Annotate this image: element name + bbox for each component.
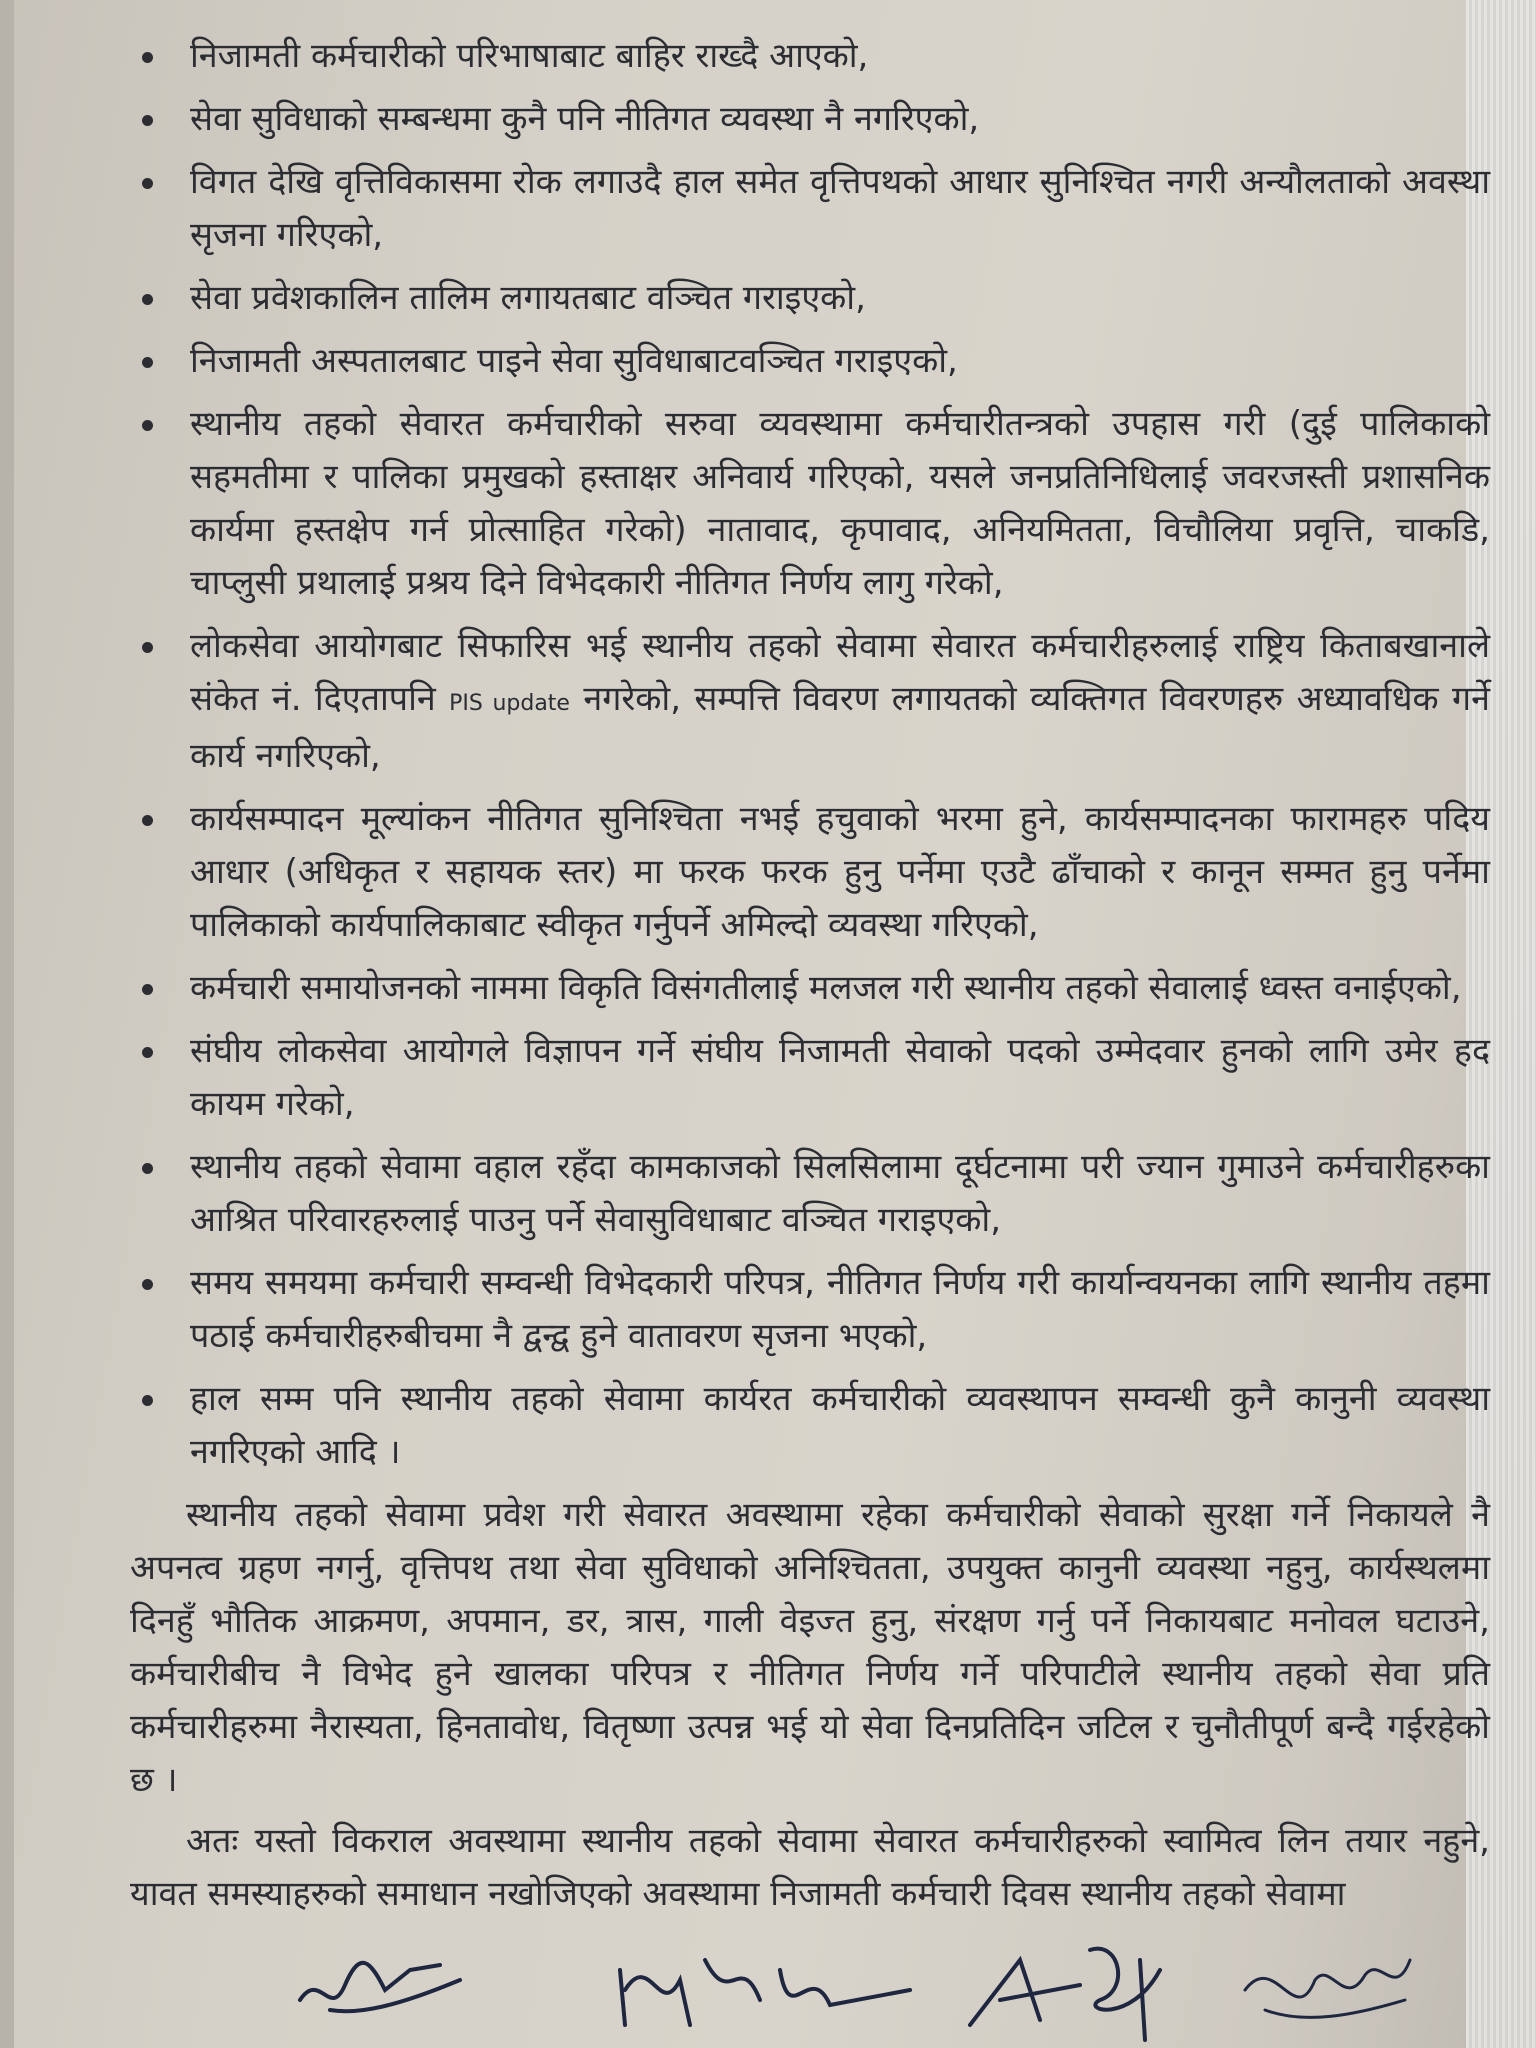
page-left-edge [0, 0, 14, 2048]
list-item: हाल सम्म पनि स्थानीय तहको सेवामा कार्यरत कर्मचारीको व्यवस्थापन सम्वन्धी कुनै कानुनी व्यवस्था नगरिएको आदि । [130, 1373, 1490, 1479]
list-item: स्थानीय तहको सेवामा वहाल रहँदा कामकाजको सिलसिलामा दूर्घटनामा परी ज्यान गुमाउने कर्मचारीहरुका आश्रित परिवारहरुलाई पाउनु पर्ने सेवासुविधाबाट वञ्चित गराइएको, [130, 1141, 1490, 1247]
list-item-text: लोकसेवा आयोगबाट सिफारिस भई स्थानीय तहको सेवामा सेवारत कर्मचारीहरुलाई राष्ट्रिय किताबखानाले संकेत नं. दिएतापनि [190, 626, 1490, 719]
document-body [130, 30, 1490, 1929]
grievance-list [130, 30, 1490, 1479]
signature-1 [290, 1930, 470, 2040]
signature-4 [1235, 1930, 1425, 2040]
pis-update-text: PIS update [449, 691, 570, 716]
list-item: संघीय लोकसेवा आयोगले विज्ञापन गर्ने संघीय निजामती सेवाको पदको उम्मेदवार हुनको लागि उमेर हद कायम गरेको, [130, 1025, 1490, 1131]
list-item: निजामती अस्पतालबाट पाइने सेवा सुविधाबाटवञ्चित गराइएको, [130, 335, 1490, 388]
signature-row [290, 1930, 1430, 2048]
signature-3 [960, 1930, 1200, 2045]
list-item: निजामती कर्मचारीको परिभाषाबाट बाहिर राख्दै आएको, [130, 30, 1490, 83]
list-item: सेवा प्रवेशकालिन तालिम लगायतबाट वञ्चित गराइएको, [130, 272, 1490, 325]
body-paragraph: स्थानीय तहको सेवामा प्रवेश गरी सेवारत अवस्थामा रहेका कर्मचारीको सेवाको सुरक्षा गर्ने निकायले नै अपनत्व ग्रहण नगर्नु, वृत्तिपथ तथा सेवा सुविधाको अनिश्चितता, उपयुक्त कानुनी व्यवस्था नहुनु, कार्यस्थलमा दिनहुँ भौतिक आक्रमण, अपमान, डर, त्रास, गाली वेइज्त हुनु, संरक्षण गर्नु पर्ने निकायबाट मनोवल घटाउने, कर्मचारीबीच नै विभेद हुने खालका परिपत्र र नीतिगत निर्णय गर्ने परिपाटीले स्थानीय तहको सेवा प्रति कर्मचारीहरुमा नैरास्यता, हिनतावोध, वितृष्णा उत्पन्न भई यो सेवा दिनप्रतिदिन जटिल र चुनौतीपूर्ण बन्दै गईरहेको छ । [130, 1495, 1490, 1800]
list-item: कर्मचारी समायोजनको नाममा विकृति विसंगतीलाई मलजल गरी स्थानीय तहको सेवालाई ध्वस्त वनाईएको, [130, 962, 1490, 1015]
body-paragraph: अतः यस्तो विकराल अवस्थामा स्थानीय तहको सेवामा सेवारत कर्मचारीहरुको स्वामित्व लिन तयार नहुने, यावत समस्याहरुको समाधान नखोजिएको अवस्थामा निजामती कर्मचारी दिवस स्थानीय तहको सेवामा [130, 1821, 1490, 1914]
list-item [130, 620, 1490, 783]
list-item: समय समयमा कर्मचारी सम्वन्धी विभेदकारी परिपत्र, नीतिगत निर्णय गरी कार्यान्वयनका लागि स्थानीय तहमा पठाई कर्मचारीहरुबीचमा नै द्वन्द्व हुने वातावरण सृजना भएको, [130, 1257, 1490, 1363]
signature-2 [610, 1930, 930, 2045]
list-item: विगत देखि वृत्तिविकासमा रोक लगाउदै हाल समेत वृत्तिपथको आधार सुनिश्चित नगरी अन्यौलताको अवस्था सृजना गरिएको, [130, 156, 1490, 262]
list-item: कार्यसम्पादन मूल्यांकन नीतिगत सुनिश्चिता नभई हचुवाको भरमा हुने, कार्यसम्पादनका फारामहरु पदिय आधार (अधिकृत र सहायक स्तर) मा फरक फरक हुनु पर्नेमा एउटै ढाँचाको र कानून सम्मत हुनु पर्नेमा पालिकाको कार्यपालिकाबाट स्वीकृत गर्नुपर्ने अमिल्दो व्यवस्था गरिएको, [130, 793, 1490, 952]
list-item: सेवा सुविधाको सम्बन्धमा कुनै पनि नीतिगत व्यवस्था नै नगरिएको, [130, 93, 1490, 146]
list-item-text: नगरेको, सम्पत्ति विवरण लगायतको व्यक्तिगत विवरणहरु अध्यावधिक गर्ने कार्य नगरिएको, [190, 679, 1491, 776]
list-item: स्थानीय तहको सेवारत कर्मचारीको सरुवा व्यवस्थामा कर्मचारीतन्त्रको उपहास गरी (दुई पालिकाको सहमतीमा र पालिका प्रमुखको हस्ताक्षर अनिवार्य गरिएको, यसले जनप्रतिनिधिलाई जवरजस्ती प्रशासनिक कार्यमा हस्तक्षेप गर्न प्रोत्साहित गरेको) नातावाद, कृपावाद, अनियमितता, विचौलिया प्रवृत्ति, चाकडि, चाप्लुसी प्रथालाई प्रश्रय दिने विभेदकारी नीतिगत निर्णय लागु गरेको, [130, 398, 1490, 610]
